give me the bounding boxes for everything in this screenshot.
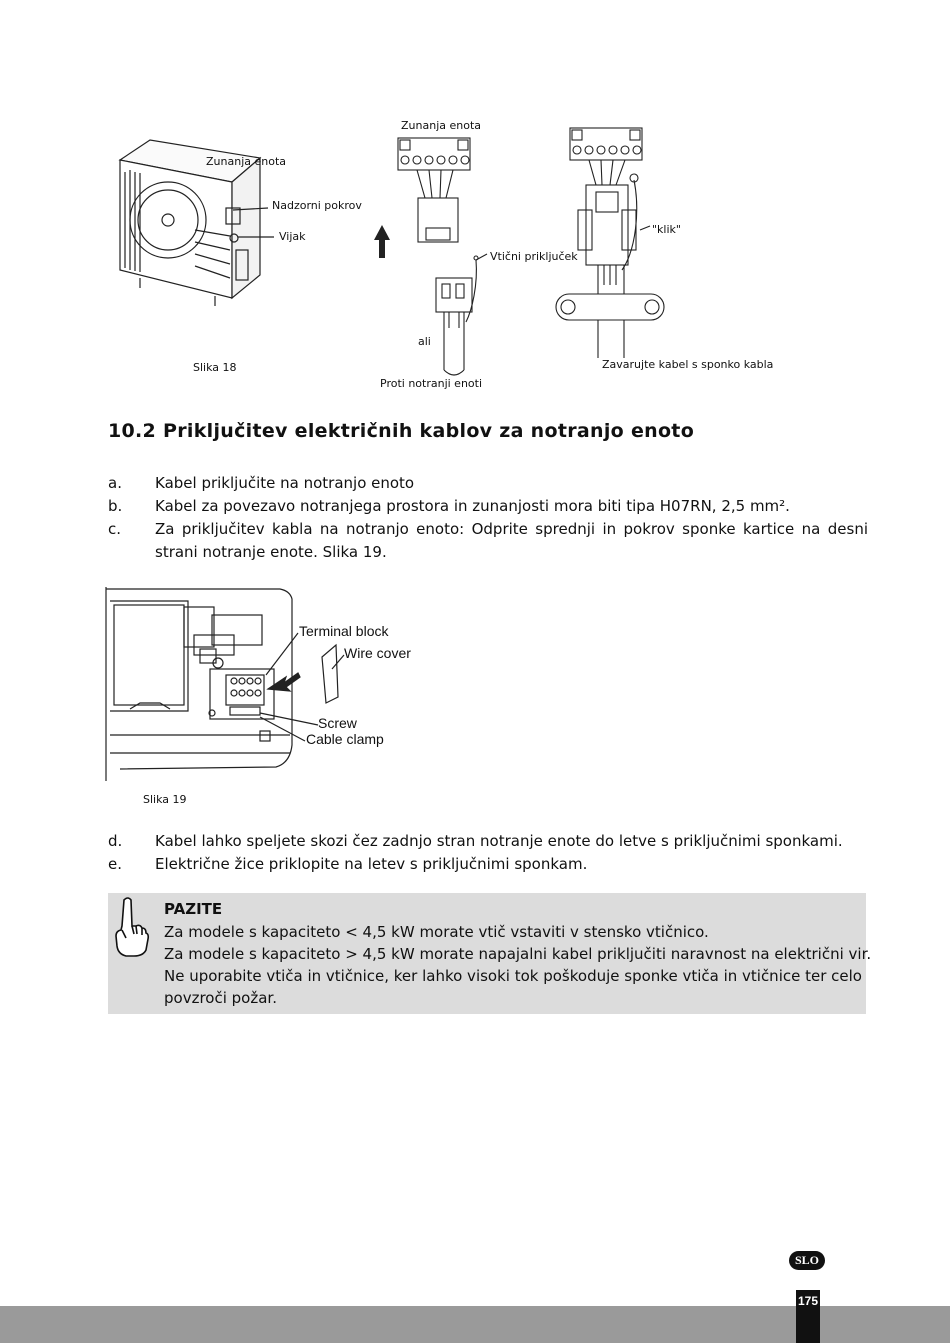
list-item: c. Za priključitev kabla na notranjo enoto: Odprite sprednji in pokrov sponke kartice na desni strani notranje enote. Slika 19. — [108, 520, 868, 561]
figure-19-illustration — [100, 585, 420, 785]
caution-line: Za modele s kapaciteto < 4,5 kW morate vtič vstaviti v stensko vtičnico. — [164, 923, 709, 941]
fig19-label-cable-clamp: Cable clamp — [306, 731, 384, 747]
fig19-label-wire-cover: Wire cover — [344, 645, 411, 661]
fig18-label-cover: Nadzorni pokrov — [272, 199, 362, 212]
fig18-label-or: ali — [418, 335, 431, 348]
list-item: e. Električne žice priklopite na letev s priključnimi sponkam. — [108, 855, 588, 873]
fig18-label-click: "klik" — [652, 223, 681, 236]
caution-line: Ne uporabite vtiča in vtičnice, ker lahko visoki tok poškoduje sponke vtiča in vtičnice ter celo — [164, 967, 862, 985]
caution-line: Za modele s kapaciteto > 4,5 kW morate napajalni kabel priključiti naravnost na električni vir. — [164, 945, 872, 963]
fig19-caption: Slika 19 — [143, 793, 187, 806]
fig18-label-outdoor-top: Zunanja enota — [401, 119, 482, 132]
fig19-label-screw: Screw — [318, 715, 357, 731]
section-heading: 10.2 Priključitev električnih kablov za notranjo enoto — [108, 420, 695, 442]
list-item: b. Kabel za povezavo notranjega prostora in zunanjosti mora biti tipa H07RN, 2,5 mm². — [108, 497, 790, 515]
fig18-label-outdoor-unit: Zunanja enota — [206, 155, 287, 168]
language-badge: SLO — [789, 1251, 825, 1270]
fig19-label-terminal-block: Terminal block — [299, 623, 389, 639]
list-item: d. Kabel lahko speljete skozi čez zadnjo stran notranje enote do letve s priključnimi sponkami. — [108, 832, 843, 850]
caution-title: PAZITE — [164, 900, 223, 918]
instruction-list — [108, 472, 868, 564]
caution-line: povzroči požar. — [164, 989, 277, 1007]
pointing-hand-icon — [112, 896, 150, 958]
fig18-label-clamp: Zavarujte kabel s sponko kabla — [602, 358, 774, 371]
fig18-caption: Slika 18 — [193, 361, 237, 374]
figure-18-illustration — [0, 110, 950, 400]
fig18-label-plug: Vtični priključek — [490, 250, 578, 263]
list-item: a. Kabel priključite na notranjo enoto — [108, 474, 415, 492]
fig18-label-screw: Vijak — [279, 230, 306, 243]
fig18-label-indoor: Proti notranji enoti — [380, 377, 483, 390]
instruction-list-continued — [108, 830, 868, 876]
page-number: 175 — [797, 1294, 819, 1308]
